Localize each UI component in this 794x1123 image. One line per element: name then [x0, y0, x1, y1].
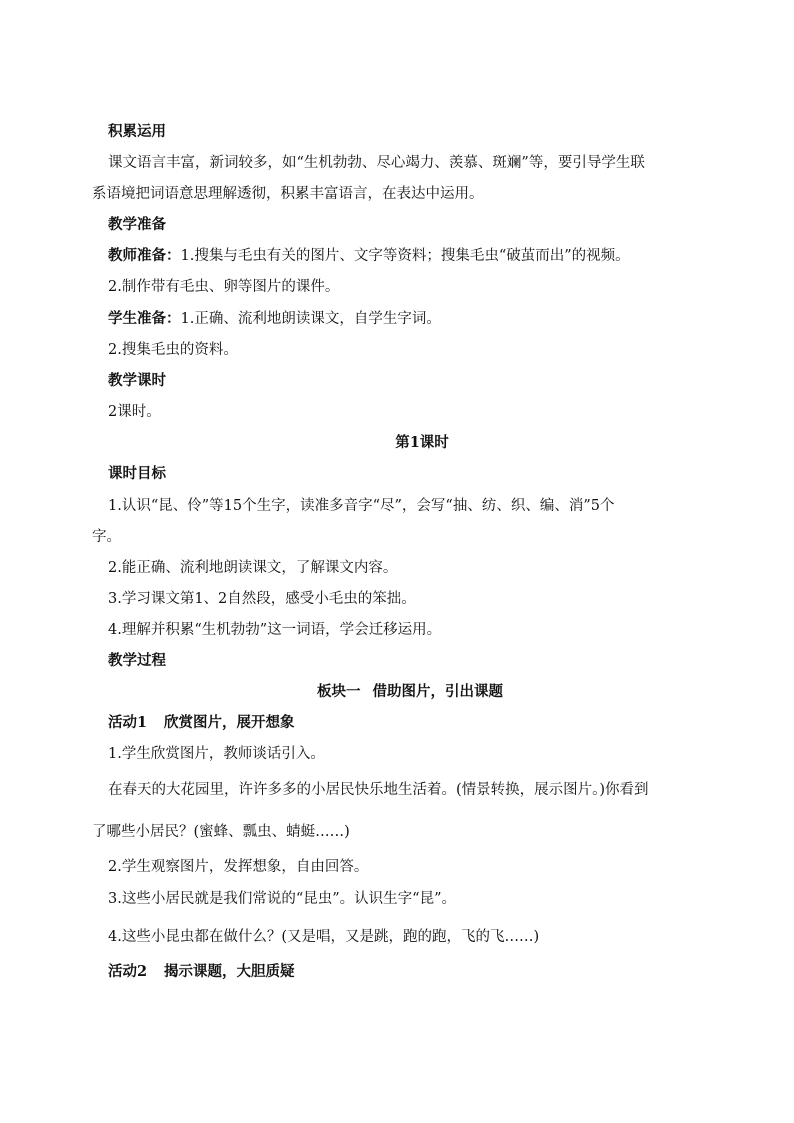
activity1-step1: 1.学生欣赏图片，教师谈话引入。: [108, 746, 325, 762]
activity2-heading: [108, 962, 720, 982]
heading-keshi-mubiao: 课时目标: [108, 465, 166, 482]
activity1-paragraph-line2: 了哪些小居民？(蜜蜂、瓢虫、蜻蜓……): [92, 824, 350, 840]
student-prep-item2: 2.搜集毛虫的资料。: [108, 342, 238, 358]
goal-2: 2.能正确、流利地朗读课文，了解课文内容。: [108, 560, 398, 576]
activity2-title: 揭示课题，大胆质疑: [164, 963, 295, 980]
goal-1-line1: 1.认识“昆、伶”等15个生字，读准多音字“尽”，会写“抽、纺、织、编、消”5个: [108, 498, 615, 514]
activity1-title: 欣赏图片，展开想象: [164, 714, 295, 731]
block1-title: 借助图片，引出课题: [372, 683, 503, 700]
teacher-prep-item2: 2.制作带有毛虫、卵等图片的课件。: [108, 279, 340, 295]
heading-jiaoxue-guocheng: 教学过程: [108, 652, 166, 669]
paragraph-jilei-line2: 系语境把词语意思理解透彻，积累丰富语言，在表达中运用。: [92, 186, 484, 202]
activity1-label: 活动1: [108, 714, 148, 731]
goal-3: 3.学习课文第1、2自然段，感受小毛虫的笨拙。: [108, 591, 416, 607]
block1-heading: [92, 682, 728, 702]
keshi-value: 2课时。: [108, 404, 161, 420]
block1-number: 板块一: [317, 683, 361, 700]
student-prep-line1: [108, 309, 720, 329]
goal-1-line2: 字。: [92, 529, 121, 545]
activity1-heading: [108, 713, 720, 733]
teacher-prep-label: 教师准备：: [108, 247, 181, 264]
teacher-prep-item1: 1.搜集与毛虫有关的图片、文字等资料；搜集毛虫“破茧而出”的视频。: [180, 248, 630, 264]
heading-jiaoxue-zhunbei: 教学准备: [108, 216, 166, 233]
student-prep-item1: 1.正确、流利地朗读课文，自学生字词。: [180, 311, 441, 327]
goal-4: 4.理解并积累“生机勃勃”这一词语，学会迁移运用。: [108, 622, 442, 638]
activity1-step3: 3.这些小居民就是我们常说的“昆虫”。认识生字“昆”。: [108, 891, 456, 907]
activity1-step2: 2.学生观察图片，发挥想象，自由回答。: [108, 859, 369, 875]
heading-jiaoxue-keshi: 教学课时: [108, 372, 166, 389]
activity2-label: 活动2: [108, 963, 148, 980]
teacher-prep-line1: [108, 246, 720, 266]
activity1-step4: 4.这些小昆虫都在做什么？(又是唱，又是跳，跑的跑，飞的飞……): [108, 929, 540, 945]
lesson-title: 第1课时: [395, 434, 449, 451]
activity1-paragraph-line1: 在春天的大花园里，许许多多的小居民快乐地生活着。(情景转换，展示图片。)你看到: [108, 782, 649, 798]
paragraph-jilei-line1: 课文语言丰富，新词较多，如“生机勃勃、尽心竭力、羡慕、斑斓”等，要引导学生联: [108, 155, 645, 171]
heading-jilei-yunyong: 积累运用: [108, 123, 166, 140]
student-prep-label: 学生准备：: [108, 310, 181, 327]
